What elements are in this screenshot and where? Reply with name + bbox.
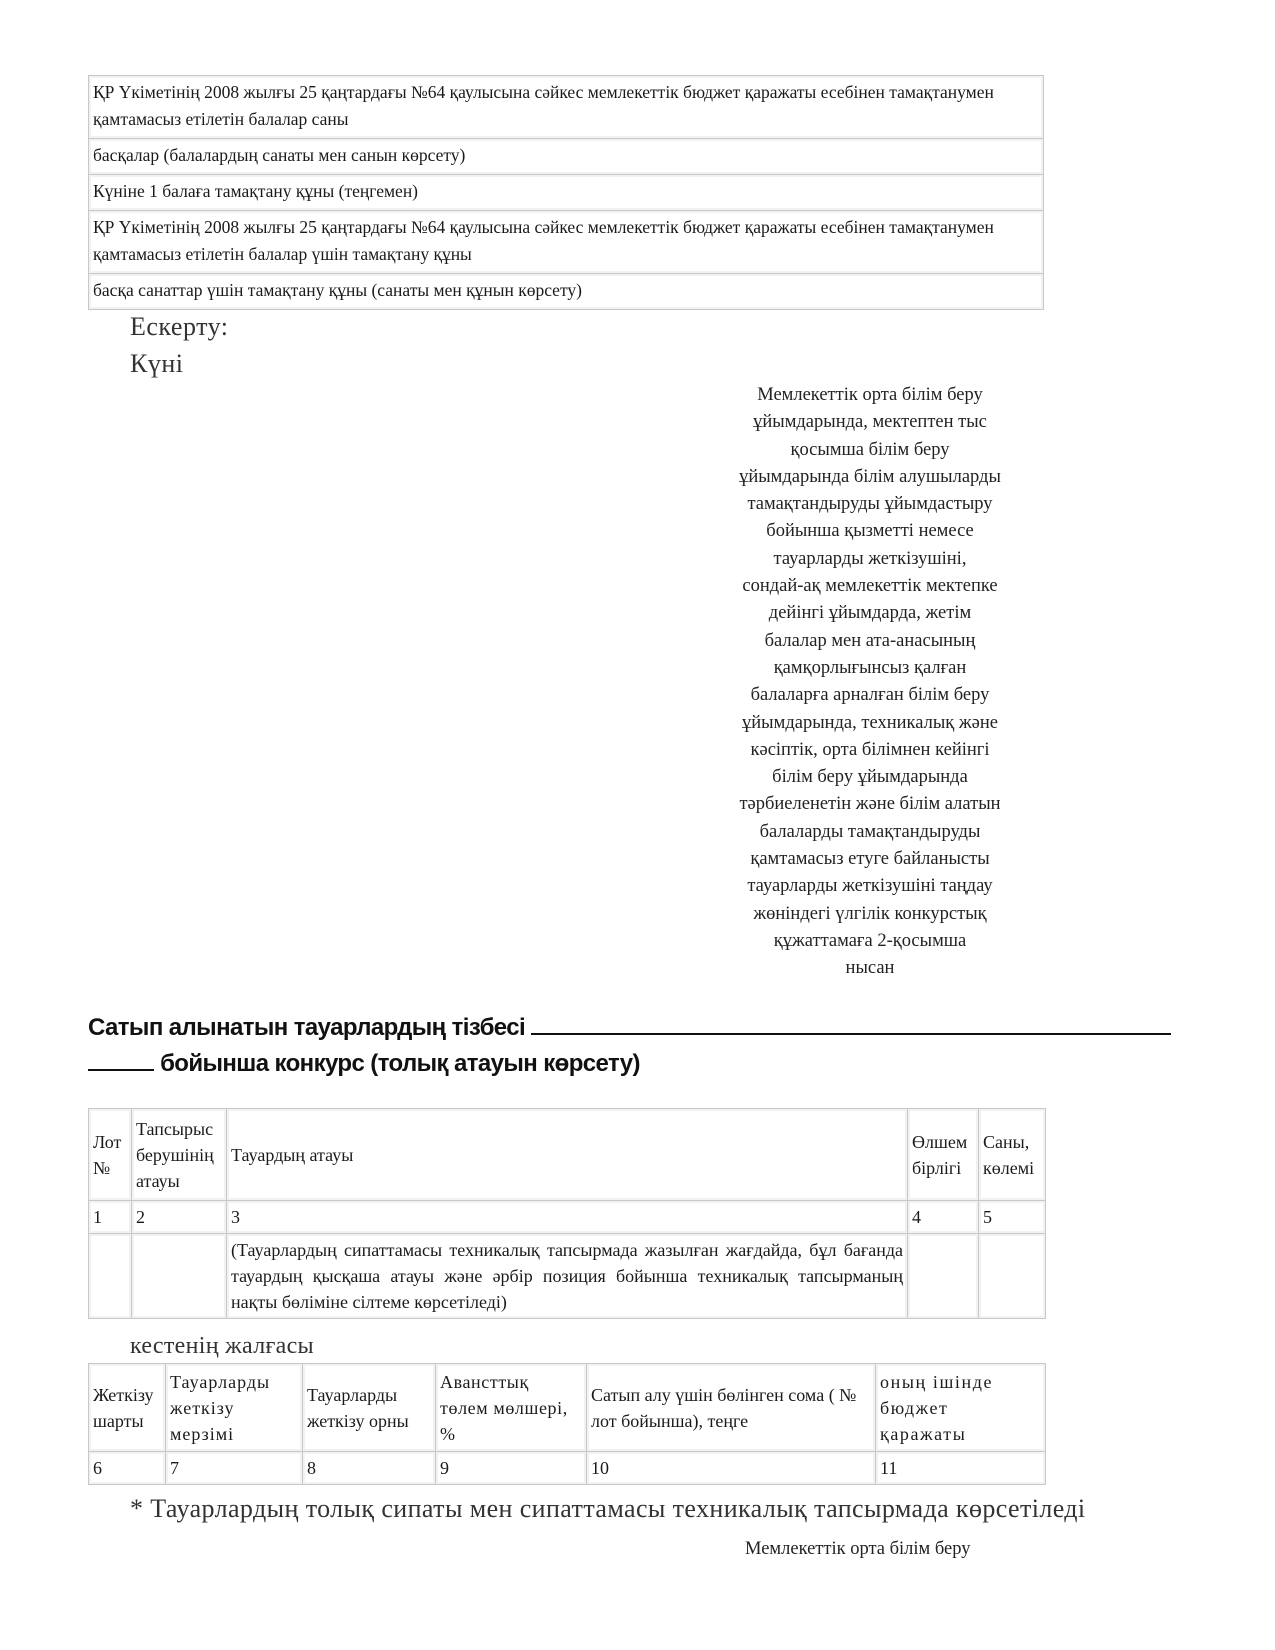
table-cell [132, 1234, 227, 1319]
blank-line [531, 1013, 1171, 1035]
appendix-line: қамқорлығынсыз қалған [773, 657, 967, 678]
table-row [89, 1201, 1046, 1234]
table-cell: 10 [587, 1452, 876, 1485]
table-row [89, 1234, 1046, 1319]
heading-part1: Сатып алынатын тауарлардың тізбесі [88, 1014, 526, 1041]
table-cell: Күніне 1 балаға тамақтану құны (теңгемен) [89, 175, 1044, 211]
table-row [89, 274, 1044, 310]
appendix-line: білім беру ұйымдарында [772, 767, 968, 788]
appendix-line: нысан [845, 958, 895, 979]
table-cell [89, 1234, 132, 1319]
table-cell: 8 [303, 1452, 436, 1485]
goods-table [88, 1108, 1046, 1319]
appendix-line: ұйымдарында, мектептен тыс [753, 412, 987, 433]
header-cell: Тауарларды жеткізу орны [303, 1364, 436, 1452]
table-row [89, 76, 1044, 139]
header-cell: Авансттық төлем мөлшері, % [436, 1364, 587, 1452]
appendix-line: тәрбиеленетін және білім алатын [739, 794, 1001, 815]
table-cell: 6 [89, 1452, 166, 1485]
table-row [89, 211, 1044, 274]
header-cell: Тауарларды жеткізу мерзімі [166, 1364, 303, 1452]
header-cell: Сатып алу үшін бөлінген сома ( № лот бойынша), теңге [587, 1364, 876, 1452]
table-cell: басқа санаттар үшін тамақтану құны (санаты мен құнын көрсету) [89, 274, 1044, 310]
appendix-line: балаларға арналған білім беру [750, 685, 990, 706]
appendix-line: жөніндегі үлгілік конкурстық [753, 903, 987, 924]
appendix-line: тауарларды жеткізушіні, [773, 548, 967, 569]
table-cell: 1 [89, 1201, 132, 1234]
table-cell: 11 [876, 1452, 1046, 1485]
appendix-line: сондай-ақ мемлекеттік мектепке [742, 576, 998, 597]
continuation-table [88, 1363, 1046, 1485]
header-cell: оның ішінде бюджет қаражаты [876, 1364, 1046, 1452]
note-label: Ескерту: [130, 312, 229, 341]
appendix-line: ұйымдарында білім алушыларды [739, 466, 1001, 487]
appendix-line: Мемлекеттік орта білім беру [757, 385, 983, 405]
footer-text: Мемлекеттік орта білім беру [745, 1539, 971, 1559]
table-cell: басқалар (балалардың санаты мен санын көрсету) [89, 139, 1044, 175]
description-cell: (Тауарлардың сипаттамасы техникалық тапсырмада жазылған жағдайда, бұл бағанда тауардың қысқаша атауы және әрбір позиция бойынша техникалық тапсырманың нақты бөліміне сілтеме көрсетіледі) [227, 1234, 908, 1319]
table-row [89, 175, 1044, 211]
appendix-line: қамтамасыз етуге байланысты [750, 849, 990, 870]
table-cell: 2 [132, 1201, 227, 1234]
table-cell: ҚР Үкіметінің 2008 жылғы 25 қаңтардағы №64 қаулысына сәйкес мемлекеттік бюджет қаражаты есебінен тамақтанумен қамтамасыз етілетін балалар саны [89, 76, 1044, 139]
date-label: Күні [130, 349, 184, 378]
continuation-label: кестенің жалғасы [130, 1333, 314, 1359]
top-table [88, 75, 1044, 310]
table-row [89, 139, 1044, 175]
header-cell: Тапсырыс берушінің атауы [132, 1109, 227, 1201]
appendix-line: құжаттамаға 2-қосымша [773, 930, 967, 951]
appendix-line: дейінгі ұйымдарда, жетім [768, 603, 972, 624]
appendix-line: тамақтандыруды ұйымдастыру [747, 494, 993, 515]
table-header-row [89, 1364, 1046, 1452]
section-heading [88, 1010, 1198, 1082]
table-row [89, 1452, 1046, 1485]
appendix-line: бойынша қызметті немесе [766, 521, 974, 542]
header-cell: Лот № [89, 1109, 132, 1201]
header-cell: Саны, көлемі [979, 1109, 1046, 1201]
table-cell: 5 [979, 1201, 1046, 1234]
notes-block [130, 308, 229, 382]
table-cell: 9 [436, 1452, 587, 1485]
table-header-row [89, 1109, 1046, 1201]
appendix-note [700, 382, 1040, 983]
table-cell: 7 [166, 1452, 303, 1485]
blank-line [88, 1049, 154, 1071]
table-cell: 3 [227, 1201, 908, 1234]
appendix-line: кәсіптік, орта білімнен кейінгі [750, 739, 990, 760]
heading-part2: бойынша конкурс (толық атауын көрсету) [160, 1050, 640, 1077]
appendix-line: тауарларды жеткізушіні таңдау [747, 876, 993, 897]
appendix-line: ұйымдарында, техникалық және [742, 712, 998, 733]
appendix-line: балалар мен ата-анасының [764, 630, 976, 651]
table-cell: ҚР Үкіметінің 2008 жылғы 25 қаңтардағы №64 қаулысына сәйкес мемлекеттік бюджет қаражаты есебінен тамақтанумен қамтамасыз етілетін балалар үшін тамақтану құны [89, 211, 1044, 274]
header-cell: Жеткізу шарты [89, 1364, 166, 1452]
header-cell: Тауардың атауы [227, 1109, 908, 1201]
appendix-line: балаларды тамақтандыруды [759, 821, 981, 842]
appendix-line: қосымша білім беру [790, 439, 950, 460]
table-cell [908, 1234, 979, 1319]
table-cell: 4 [908, 1201, 979, 1234]
table-cell [979, 1234, 1046, 1319]
header-cell: Өлшем бірлігі [908, 1109, 979, 1201]
footnote: * Тауарлардың толық сипаты мен сипаттамасы техникалық тапсырмада көрсетіледі [130, 1494, 1086, 1523]
